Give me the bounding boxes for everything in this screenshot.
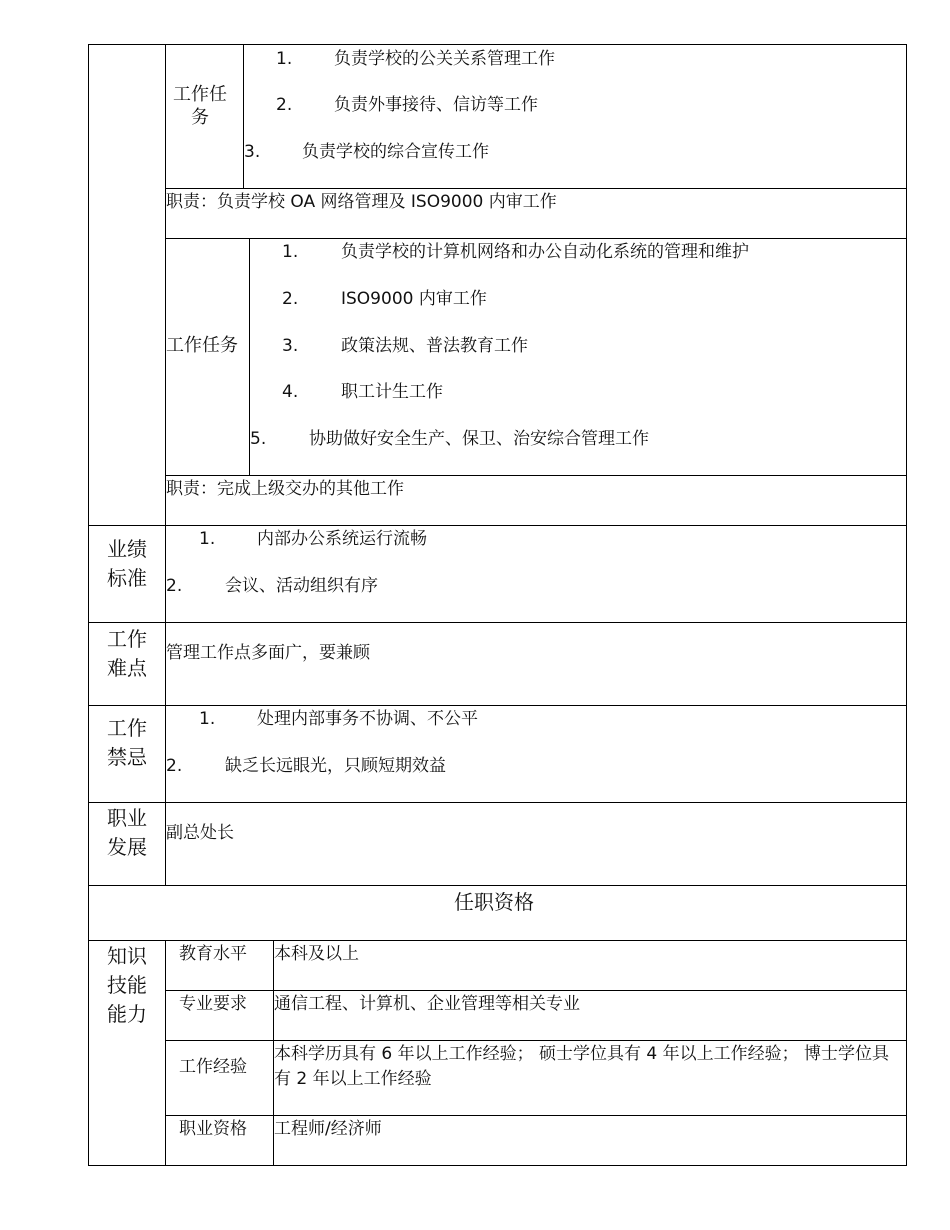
list-number: 1.	[199, 529, 216, 549]
list-text: 会议、活动组织有序	[225, 576, 378, 596]
table-border-top	[88, 44, 907, 45]
label-line: 职业	[107, 806, 147, 830]
row-divider	[88, 705, 907, 706]
label-line: 禁忌	[107, 745, 147, 769]
label-line: 工作	[107, 716, 147, 740]
task-number: 4.	[282, 382, 299, 402]
task-text: 负责学校的计算机网络和办公自动化系统的管理和维护	[341, 242, 749, 262]
career-text: 副总处长	[166, 823, 234, 843]
task-text: 政策法规、普法教育工作	[341, 336, 528, 356]
task-label: 工作任务	[173, 84, 227, 128]
task-number: 3.	[244, 142, 261, 162]
row-divider	[165, 990, 907, 991]
task-label: 工作任务	[166, 335, 238, 356]
qualification-row-label: 工作经验	[179, 1057, 247, 1077]
row-divider	[165, 475, 907, 476]
row-divider	[88, 622, 907, 623]
list-text: 缺乏长远眼光，只顾短期效益	[225, 756, 446, 776]
task-number: 1.	[282, 242, 299, 262]
duty-text: 职责：负责学校 OA 网络管理及 ISO9000 内审工作	[166, 192, 557, 212]
label-line: 标准	[107, 566, 147, 590]
difficulty-label	[89, 625, 165, 683]
label-line: 技能	[107, 973, 147, 997]
task-number: 2.	[276, 95, 293, 115]
list-number: 2.	[166, 756, 183, 776]
row-divider	[165, 1115, 907, 1116]
qualification-row-label: 职业资格	[179, 1119, 247, 1139]
row-divider	[88, 940, 907, 941]
task-text: ISO9000 内审工作	[341, 289, 487, 309]
task-number: 1.	[276, 49, 293, 69]
list-number: 1.	[199, 709, 216, 729]
task-number: 2.	[282, 289, 299, 309]
task-text: 负责学校的综合宣传工作	[302, 142, 489, 162]
label-line: 工作	[107, 627, 147, 651]
difficulty-text: 管理工作点多面广，要兼顾	[166, 643, 370, 663]
task-number: 3.	[282, 336, 299, 356]
label-line: 难点	[107, 656, 147, 680]
task-text: 协助做好安全生产、保卫、治安综合管理工作	[309, 429, 649, 449]
duty-text: 职责：完成上级交办的其他工作	[166, 479, 404, 499]
row-divider	[88, 885, 907, 886]
qualification-row-value: 本科及以上	[274, 944, 359, 964]
performance-label	[89, 535, 165, 593]
qualification-row-value: 通信工程、计算机、企业管理等相关专业	[274, 994, 580, 1014]
task-text: 负责外事接待、信访等工作	[334, 95, 538, 115]
qualification-row-value: 本科学历具有 6 年以上工作经验； 硕士学位具有 4 年以上工作经验； 博士学位具有 2 年以上工作经验	[274, 1044, 890, 1089]
qualification-row-label: 教育水平	[179, 944, 247, 964]
label-line: 业绩	[107, 537, 147, 561]
qualification-label	[89, 942, 165, 1029]
task-label-divider-1	[243, 44, 244, 188]
qualification-row-label: 专业要求	[179, 994, 247, 1014]
taboo-label	[89, 714, 165, 772]
task-text: 负责学校的公关关系管理工作	[334, 49, 555, 69]
row-divider	[88, 802, 907, 803]
row-divider	[88, 525, 907, 526]
list-text: 内部办公系统运行流畅	[257, 529, 427, 549]
career-label	[89, 804, 165, 862]
qualification-title: 任职资格	[454, 890, 534, 914]
label-line: 发展	[107, 835, 147, 859]
row-divider	[165, 238, 907, 239]
qualification-row-value: 工程师/经济师	[274, 1119, 382, 1139]
row-divider	[165, 188, 907, 189]
row-divider	[165, 1040, 907, 1041]
list-text: 处理内部事务不协调、不公平	[257, 709, 478, 729]
task-number: 5.	[250, 429, 267, 449]
task-text: 职工计生工作	[341, 382, 443, 402]
table-border-right	[906, 44, 907, 1166]
list-number: 2.	[166, 576, 183, 596]
label-line: 知识	[107, 944, 147, 968]
label-column-divider-lower	[165, 940, 166, 1166]
table-border-bottom	[88, 1165, 907, 1166]
label-line: 能力	[107, 1002, 147, 1026]
